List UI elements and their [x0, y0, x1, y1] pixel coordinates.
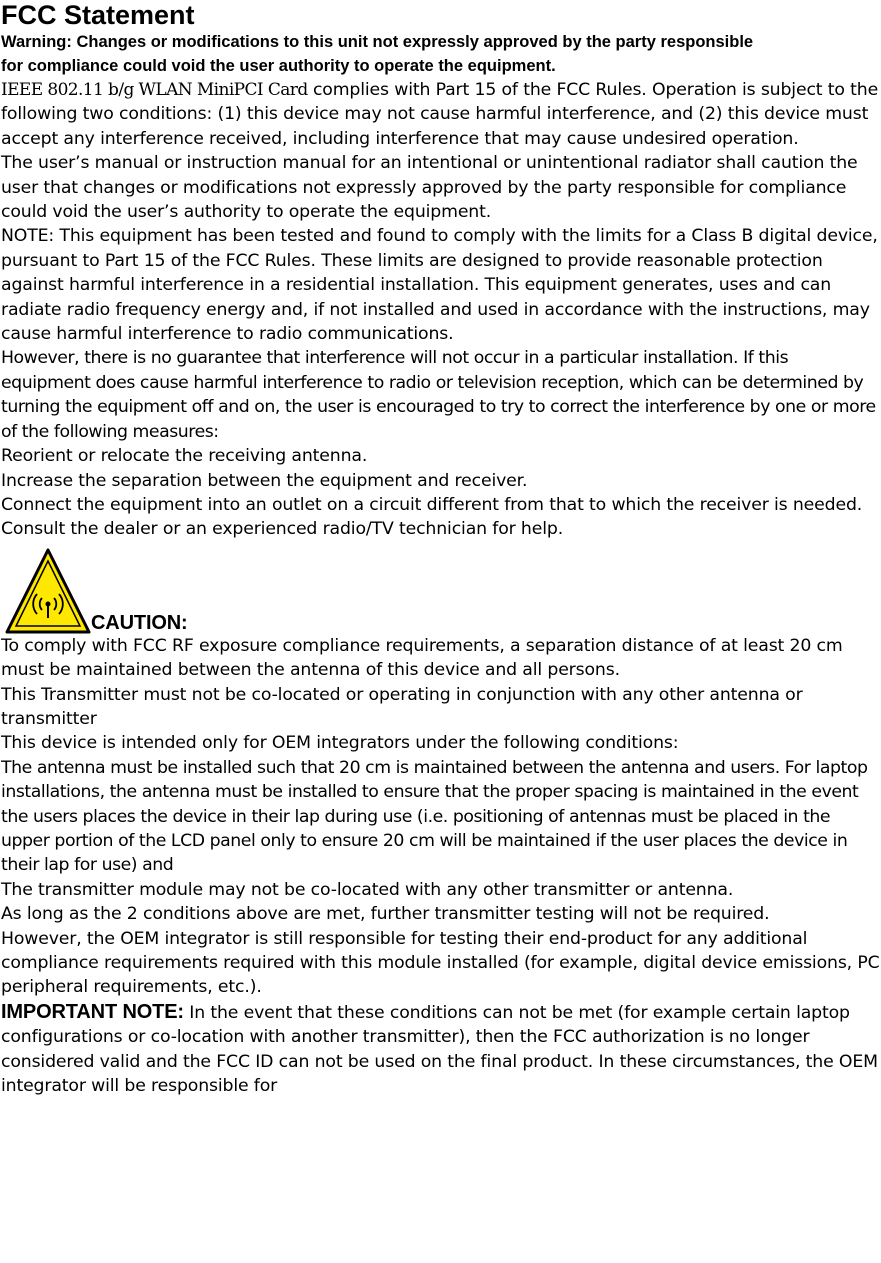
rf-radiation-warning-icon — [3, 546, 93, 643]
page-title: FCC Statement — [1, 0, 195, 30]
measure-item: Connect the equipment into an outlet on a circuit different from that to which the receiver is needed. — [1, 494, 863, 515]
document-body — [1, 78, 881, 1098]
caution-heading — [1, 542, 881, 634]
important-note-text: In the event that these conditions can not be met (for example certain laptop configurations or co-location with another transmitter), then the FCC authorization is no longer considered valid and the FCC ID can not be used on the final product. In these circumstances, the OEM integrator will be responsible for — [1, 1002, 878, 1097]
oem-responsibility-paragraph: However, the OEM integrator is still responsible for testing their end-product for any additional compliance requirements required with this module installed (for example, digital device emissions, PC peripheral requirements, etc.). — [1, 928, 880, 998]
important-note-label: IMPORTANT NOTE: — [1, 1000, 184, 1023]
conditions-met-paragraph: As long as the 2 conditions above are met, further transmitter testing will not be required. — [1, 904, 770, 925]
guarantee-paragraph: However, there is no guarantee that interference will not occur in a particular installation. If this equipment does cause harmful interference to radio or television reception, which can be determined by turning the equipment off and on, the user is encouraged to try to correct the interference by one or more of the following measures: — [1, 348, 876, 442]
oem-conditions-paragraph: This device is intended only for OEM integrators under the following conditions: — [1, 733, 679, 754]
manual-caution-paragraph: The user’s manual or instruction manual for an intentional or unintentional radiator shall caution the user that changes or modifications not expressly approved by the party responsible for compliance could void the user’s authority to operate the equipment. — [1, 153, 858, 223]
colocation-paragraph: This Transmitter must not be co-located or operating in conjunction with any other antenna or transmitter — [1, 684, 803, 729]
intro-text: complies with Part 15 of the FCC Rules. Operation is subject to the following two conditions: (1) this device may not cause harmful interference, and (2) this device must accept any interference received, including interference that may cause undesired operation. — [1, 80, 879, 149]
rf-exposure-paragraph: To comply with FCC RF exposure compliance requirements, a separation distance of at least 20 cm must be maintained between the antenna of this device and all persons. — [1, 635, 843, 681]
note-paragraph: NOTE: This equipment has been tested and found to comply with the limits for a Class B digital device, pursuant to Part 15 of the FCC Rules. These limits are designed to provide reasonable protection against harmful interference in a residential installation. This equipment generates, uses and can radiate radio frequency energy and, if not installed and used in accordance with the instructions, may cause harmful interference to radio communications. — [1, 226, 878, 345]
device-name: IEEE 802.11 b/g WLAN MiniPCI Card — [1, 80, 308, 100]
warning-text: Warning: Changes or modifications to this unit not expressly approved by the party responsible for compliance could void the user authority to operate the equipment. — [1, 33, 754, 75]
intro-paragraph — [1, 78, 881, 151]
measure-item: Consult the dealer or an experienced radio/TV technician for help. — [1, 519, 564, 540]
important-note-paragraph — [1, 1000, 881, 1099]
antenna-installation-paragraph: The antenna must be installed such that 20 cm is maintained between the antenna and users. For laptop installations, the antenna must be installed to ensure that the proper spacing is maintained in the event the users places the device in their lap during use (i.e. positioning of antennas must be placed in the upper portion of the LCD panel only to ensure 20 cm will be maintained if the user places the device in their lap for use) and — [1, 757, 868, 876]
caution-label: CAUTION: — [91, 611, 188, 634]
transmitter-module-paragraph: The transmitter module may not be co-located with any other transmitter or antenna. — [1, 879, 734, 900]
measure-item: Increase the separation between the equipment and receiver. — [1, 470, 528, 491]
measure-item: Reorient or relocate the receiving antenna. — [1, 446, 368, 467]
